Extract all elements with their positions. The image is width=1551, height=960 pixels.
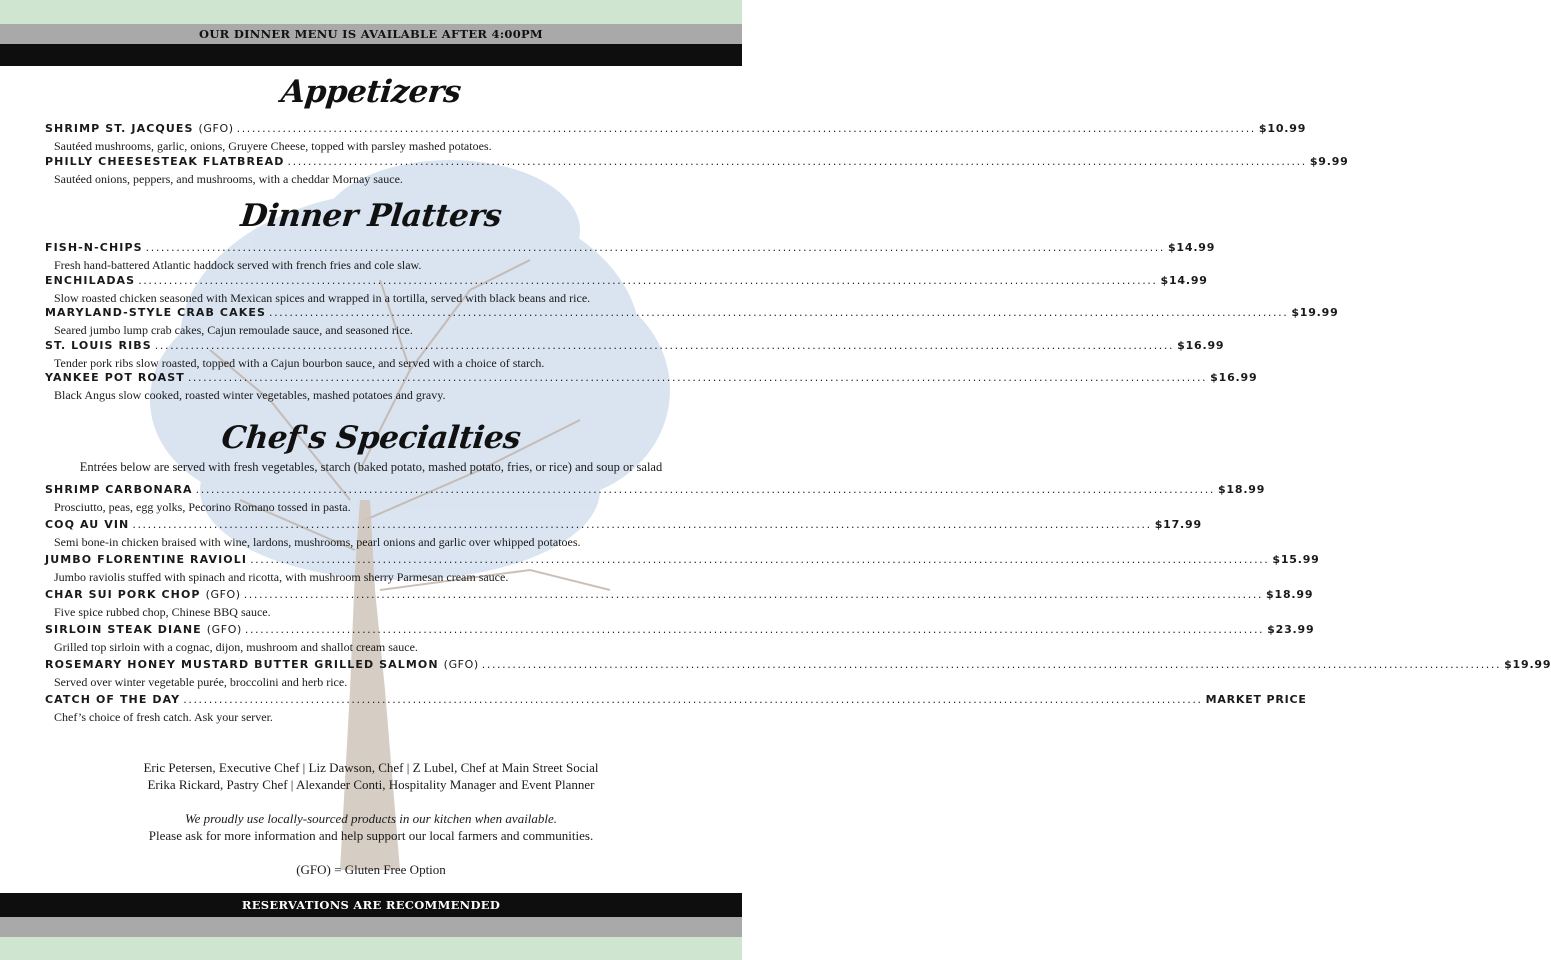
dot-leader: ........................................................................................................................................................................................................ <box>268 306 1289 319</box>
menu-item-price: $23.99 <box>1267 623 1315 636</box>
menu-item-description: Sautéed onions, peppers, and mushrooms, with a cheddar Mornay sauce. <box>54 171 403 186</box>
local-sourcing-note: We proudly use locally-sourced products in our kitchen when available. <box>184 811 558 826</box>
menu-item-name: FISH-N-CHIPS <box>45 241 143 254</box>
menu-item <box>45 518 1202 550</box>
menu-item-line <box>45 553 1320 568</box>
gfo-legend: (GFO) = Gluten Free Option <box>296 862 446 877</box>
menu-item <box>45 623 1315 655</box>
dot-leader: ........................................................................................................................................................................................................ <box>138 273 1158 287</box>
menu-item-description: Chef’s choice of fresh catch. Ask your server. <box>54 710 273 724</box>
menu-item <box>45 154 1349 187</box>
menu-item <box>45 693 1307 725</box>
staff-line-1: Eric Petersen, Executive Chef | Liz Dawson, Chef | Z Lubel, Chef at Main Street Social <box>143 760 599 775</box>
menu-item <box>45 306 1339 338</box>
menu-item <box>45 338 1225 371</box>
bottom-grey-strip <box>0 917 742 937</box>
menu-item-description: Sautéed mushrooms, garlic, onions, Gruyere Cheese, topped with parsley mashed potatoes. <box>54 139 492 153</box>
menu-item <box>45 273 1208 306</box>
menu-item-line <box>45 241 1216 256</box>
gluten-free-tag: (GFO) <box>205 588 241 601</box>
appetizers-heading: Appetizers <box>279 74 463 110</box>
dot-leader: ........................................................................................................................................................................................................ <box>145 241 1165 254</box>
menu-item-name: ROSEMARY HONEY MUSTARD BUTTER GRILLED SALMON <box>45 658 439 671</box>
menu-item-name: CHAR SUI PORK CHOP <box>45 588 201 601</box>
dot-leader: ........................................................................................................................................................................................................ <box>195 483 1215 496</box>
menu-item-line <box>45 518 1202 533</box>
menu-item-line <box>45 588 1314 603</box>
menu-item <box>45 553 1320 585</box>
menu-item-price: $16.99 <box>1210 371 1258 384</box>
dot-leader: ........................................................................................................................................................................................................ <box>244 623 1265 636</box>
gluten-free-tag: (GFO) <box>198 122 234 135</box>
dot-leader: ........................................................................................................................................................................................................ <box>481 658 1502 671</box>
menu-item-price: $18.99 <box>1266 588 1314 601</box>
menu-item-line <box>45 122 1307 137</box>
dot-leader: ........................................................................................................................................................................................................ <box>132 518 1152 531</box>
menu-item-price: $19.99 <box>1291 306 1339 319</box>
menu-item-name: YANKEE POT ROAST <box>45 371 185 384</box>
dot-leader: ........................................................................................................................................................................................................ <box>250 553 1270 566</box>
menu-item-description: Slow roasted chicken seasoned with Mexican spices and wrapped in a tortilla, served with black beans and rice. <box>54 290 591 305</box>
menu-item-line <box>45 693 1307 708</box>
menu-item-name: PHILLY CHEESESTEAK FLATBREAD <box>45 154 285 168</box>
chefs-specialties-heading: Chef's Specialties <box>219 420 523 456</box>
menu-item-line <box>45 338 1225 354</box>
menu-item-description: Five spice rubbed chop, Chinese BBQ sauce. <box>54 605 271 619</box>
dot-leader: ........................................................................................................................................................................................................ <box>183 693 1203 706</box>
menu-item-description: Grilled top sirloin with a cognac, dijon, mushroom and shallot cream sauce. <box>54 640 418 654</box>
gluten-free-tag: (GFO) <box>443 658 479 671</box>
dot-leader: ........................................................................................................................................................................................................ <box>243 588 1264 601</box>
top-banner-text: OUR DINNER MENU IS AVAILABLE AFTER 4:00PM <box>199 27 543 41</box>
dot-leader: ........................................................................................................................................................................................................ <box>236 122 1256 135</box>
menu-item-name: SIRLOIN STEAK DIANE <box>45 623 202 636</box>
menu-item-price: $14.99 <box>1160 273 1208 287</box>
menu-item-description: Seared jumbo lump crab cakes, Cajun remoulade sauce, and seasoned rice. <box>54 323 413 337</box>
menu-item-name: SHRIMP CARBONARA <box>45 483 193 496</box>
menu-item-name: JUMBO FLORENTINE RAVIOLI <box>45 553 248 566</box>
menu-item-line <box>45 154 1349 170</box>
menu-item-price: $9.99 <box>1309 154 1349 168</box>
menu-item-description: Tender pork ribs slow roasted, topped with a Cajun bourbon sauce, and served with a choice of starch. <box>54 355 545 370</box>
dinner-platters-heading: Dinner Platters <box>238 198 504 234</box>
menu-item-price: $14.99 <box>1167 241 1216 254</box>
menu-item <box>45 371 1258 403</box>
menu-item <box>45 483 1266 515</box>
menu-item <box>45 588 1314 620</box>
menu-item-name: MARYLAND-STYLE CRAB CAKES <box>45 306 266 319</box>
menu-item-line <box>45 273 1208 289</box>
staff-line-2: Erika Rickard, Pastry Chef | Alexander Conti, Hospitality Manager and Event Planner <box>147 777 595 792</box>
menu-item-description: Black Angus slow cooked, roasted winter vegetables, mashed potatoes and gravy. <box>54 388 446 402</box>
menu-item-line <box>45 371 1258 386</box>
menu-item-description: Jumbo raviolis stuffed with spinach and ricotta, with mushroom sherry Parmesan cream sauce. <box>54 570 509 584</box>
menu-item-line <box>45 306 1339 321</box>
menu-item <box>45 122 1307 154</box>
top-black-strip <box>0 44 742 66</box>
specialties-intro: Entrées below are served with fresh vegetables, starch (baked potato, mashed potato, fries, or rice) and soup or salad <box>79 460 663 474</box>
menu-item-line <box>45 623 1315 638</box>
menu-item-price: $15.99 <box>1272 553 1320 566</box>
bottom-banner-text: RESERVATIONS ARE RECOMMENDED <box>241 898 501 912</box>
menu-item-price: $18.99 <box>1217 483 1266 496</box>
dot-leader: ........................................................................................................................................................................................................ <box>154 338 1175 352</box>
menu-item-line <box>45 483 1266 498</box>
bottom-mint-strip <box>0 937 742 960</box>
menu-item-price: $17.99 <box>1154 518 1202 531</box>
menu-item <box>45 241 1216 273</box>
dot-leader: ........................................................................................................................................................................................................ <box>287 154 1307 168</box>
menu-item-description: Served over winter vegetable purée, broccolini and herb rice. <box>54 675 348 689</box>
menu-item-line <box>45 658 1551 673</box>
menu-item-description: Prosciutto, peas, egg yolks, Pecorino Romano tossed in pasta. <box>54 500 351 514</box>
menu-item-price: $16.99 <box>1177 338 1225 352</box>
menu-item-description: Semi bone-in chicken braised with wine, lardons, mushrooms, pearl onions and garlic over whipped potatoes. <box>54 535 581 549</box>
menu-item-name: ST. LOUIS RIBS <box>45 338 152 352</box>
gluten-free-tag: (GFO) <box>206 623 242 636</box>
top-mint-strip <box>0 0 742 24</box>
menu-item-name: CATCH OF THE DAY <box>45 693 181 706</box>
menu-item-description: Fresh hand-battered Atlantic haddock served with french fries and cole slaw. <box>54 258 422 272</box>
menu-item-name: COQ AU VIN <box>45 518 130 531</box>
menu-item-price: $19.99 <box>1504 658 1551 671</box>
menu-item-name: SHRIMP ST. JACQUES <box>45 122 194 135</box>
menu-item-name: ENCHILADAS <box>45 273 136 287</box>
dot-leader: ........................................................................................................................................................................................................ <box>187 371 1208 384</box>
local-support-note: Please ask for more information and help support our local farmers and communities. <box>148 828 594 843</box>
menu-item <box>45 658 1551 690</box>
menu-item-price: $10.99 <box>1258 122 1307 135</box>
menu-item-price: MARKET PRICE <box>1205 693 1307 706</box>
